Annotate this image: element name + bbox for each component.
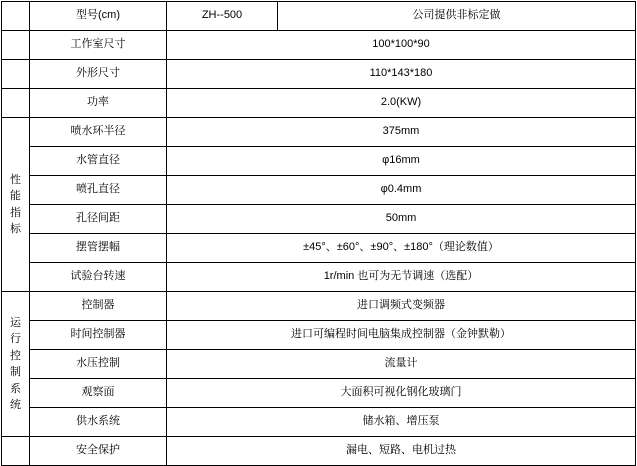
row-value-hole-spacing: 50mm — [167, 205, 636, 234]
row-label-safety-protection: 安全保护 — [30, 437, 167, 466]
table-row — [2, 379, 636, 408]
specification-table — [1, 1, 636, 466]
blank-cell-outer-size — [2, 60, 30, 89]
blank-cell-power — [2, 89, 30, 118]
row-label-model: 型号(cm) — [30, 2, 167, 31]
row-label-nozzle-diameter: 喷孔直径 — [30, 176, 167, 205]
row-value-chamber-size: 100*100*90 — [167, 31, 636, 60]
row-label-turntable-speed: 试验台转速 — [30, 263, 167, 292]
row-label-controller: 控制器 — [30, 292, 167, 321]
row-value-swing-amplitude: ±45°、±60°、±90°、±180°（理论数值） — [167, 234, 636, 263]
row-value-water-pressure-control: 流量计 — [167, 350, 636, 379]
row-value-turntable-speed: 1r/min 也可为无节调速（选配） — [167, 263, 636, 292]
table-row — [2, 234, 636, 263]
row-value-water-supply-system: 储水箱、增压泵 — [167, 408, 636, 437]
row-label-timer-controller: 时间控制器 — [30, 321, 167, 350]
group-label-performance — [2, 118, 30, 292]
row-label-chamber-size: 工作室尺寸 — [30, 31, 167, 60]
row-value-outer-size: 110*143*180 — [167, 60, 636, 89]
table-row — [2, 437, 636, 466]
group-label-char: 系 — [10, 382, 21, 395]
row-label-water-supply-system: 供水系统 — [30, 408, 167, 437]
table-row — [2, 321, 636, 350]
blank-cell-safety-protection — [2, 437, 30, 466]
group-label-char: 行 — [10, 333, 21, 345]
group-label-char: 统 — [10, 399, 21, 411]
group-label-control-system-text — [2, 315, 29, 414]
group-label-char: 性 — [10, 173, 21, 186]
row-value-pipe-diameter: φ16mm — [167, 147, 636, 176]
row-note-model: 公司提供非标定做 — [278, 2, 636, 31]
row-label-power: 功率 — [30, 89, 167, 118]
group-label-char: 指 — [10, 206, 21, 219]
group-label-char: 能 — [10, 190, 21, 202]
row-label-observation-window: 观察面 — [30, 379, 167, 408]
group-label-char: 运 — [10, 316, 21, 329]
group-label-char: 控 — [10, 349, 21, 362]
row-value-spray-ring-radius: 375mm — [167, 118, 636, 147]
table-row — [2, 408, 636, 437]
row-value-observation-window: 大面积可视化钢化玻璃门 — [167, 379, 636, 408]
table-row — [2, 176, 636, 205]
specification-table-body — [2, 2, 636, 466]
row-label-water-pressure-control: 水压控制 — [30, 350, 167, 379]
row-value-safety-protection: 漏电、短路、电机过热 — [167, 437, 636, 466]
row-label-spray-ring-radius: 喷水环半径 — [30, 118, 167, 147]
group-label-char: 制 — [10, 366, 21, 378]
row-value-controller: 进口调频式变频器 — [167, 292, 636, 321]
row-value-power: 2.0(KW) — [167, 89, 636, 118]
table-row — [2, 147, 636, 176]
table-row — [2, 263, 636, 292]
row-value-model: ZH--500 — [167, 2, 278, 31]
table-row — [2, 89, 636, 118]
row-value-timer-controller: 进口可编程时间电脑集成控制器（金钟默勒） — [167, 321, 636, 350]
row-label-swing-amplitude: 摆管摆幅 — [30, 234, 167, 263]
row-value-nozzle-diameter: φ0.4mm — [167, 176, 636, 205]
table-row — [2, 118, 636, 147]
table-row — [2, 205, 636, 234]
group-label-performance-text — [2, 172, 29, 238]
corner-blank-cell — [2, 2, 30, 31]
row-label-pipe-diameter: 水管直径 — [30, 147, 167, 176]
group-label-char: 标 — [10, 223, 21, 235]
row-label-hole-spacing: 孔径间距 — [30, 205, 167, 234]
table-row — [2, 31, 636, 60]
blank-cell-chamber-size — [2, 31, 30, 60]
table-row — [2, 60, 636, 89]
table-row — [2, 350, 636, 379]
table-row — [2, 2, 636, 31]
row-label-outer-size: 外形尺寸 — [30, 60, 167, 89]
group-label-control-system — [2, 292, 30, 437]
table-row — [2, 292, 636, 321]
